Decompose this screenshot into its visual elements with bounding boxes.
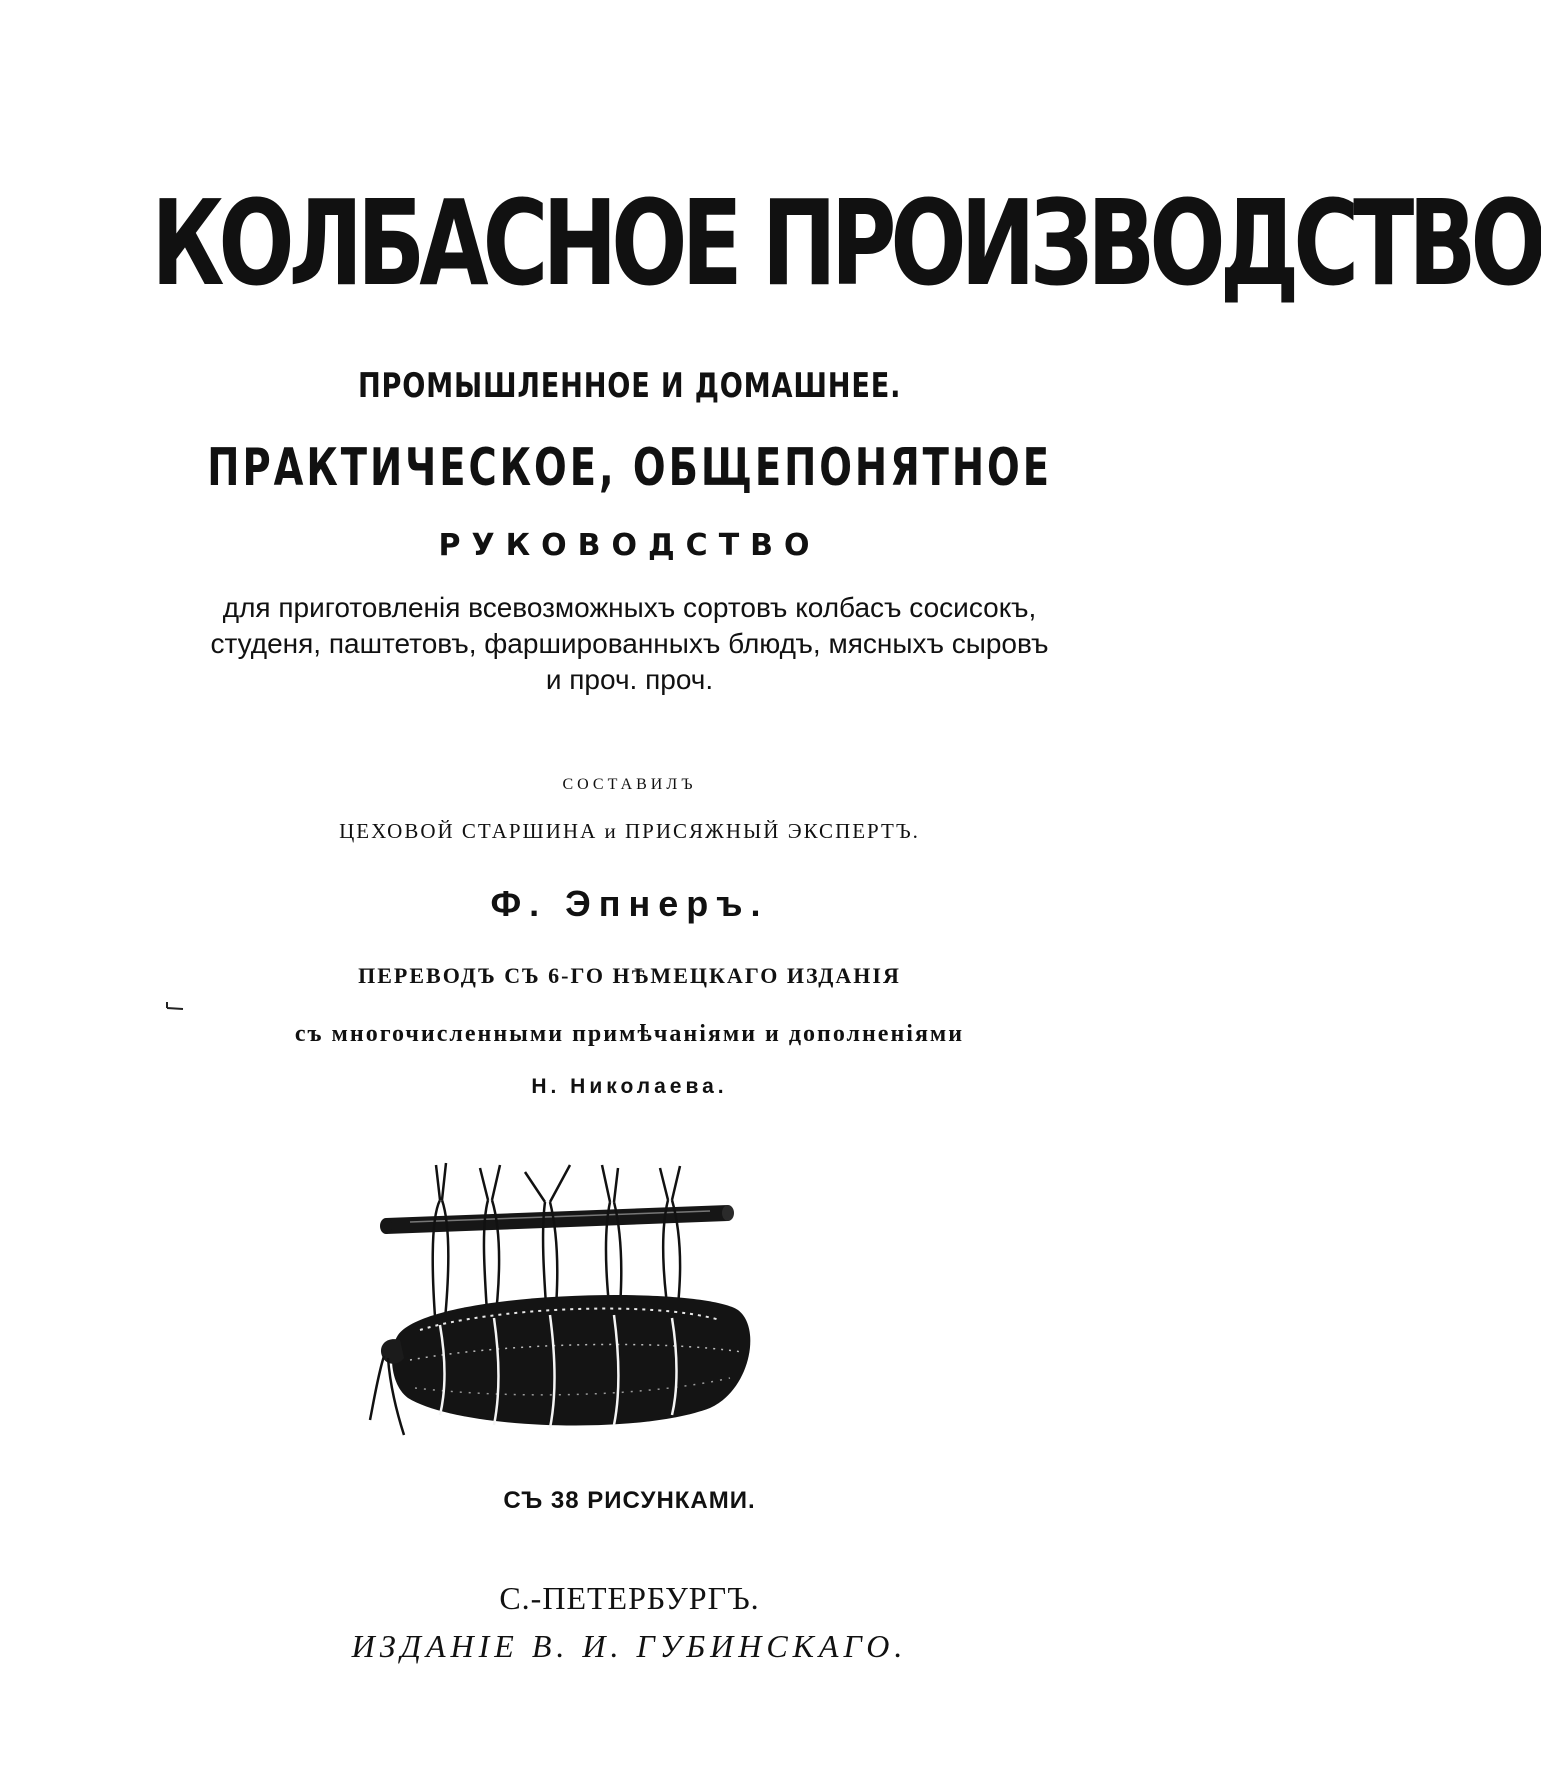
description-line: и проч. проч.: [545, 664, 714, 695]
description-block: [0, 590, 1259, 698]
compiler-credentials: ЦЕХОВОЙ СТАРШИНА и ПРИСЯЖНЫЙ ЭКСПЕРТЪ.: [339, 819, 920, 843]
author-name: Ф. Эпнеръ.: [490, 883, 769, 924]
description-line: для приготовленія всевозможныхъ сортовъ колбасъ сосисокъ,: [222, 592, 1037, 623]
publication-city: С.-ПЕТЕРБУРГЪ.: [499, 1580, 760, 1616]
compiled-by-label: СОСТАВИЛЪ: [562, 776, 697, 793]
translation-note: ПЕРЕВОДЪ СЪ 6-ГО НѢМЕЦКАГО ИЗДАНІЯ: [358, 963, 901, 988]
stray-ink-mark: [165, 1000, 185, 1012]
translation-notes: съ многочисленными примѣчаніями и дополненіями: [294, 1021, 965, 1047]
figures-note: СЪ 38 РИСУНКАМИ.: [503, 1487, 756, 1514]
subtitle-manual: РУКОВОДСТВО: [438, 528, 821, 563]
sausage-body: [392, 1295, 750, 1428]
publisher-imprint: ИЗДАНІЕ В. И. ГУБИНСКАГО.: [351, 1628, 908, 1664]
subtitle-industrial-domestic: ПРОМЫШЛЕННОЕ И ДОМАШНЕЕ.: [357, 366, 902, 406]
translator-name: Н. Николаева.: [531, 1075, 728, 1098]
sausage-illustration: [370, 1160, 850, 1465]
subtitle-practical: ПРАКТИЧЕСКОЕ, ОБЩЕПОНЯТНОЕ: [207, 438, 1052, 498]
description-line: студеня, паштетовъ, фаршированныхъ блюдъ, мясныхъ сыровъ: [210, 628, 1049, 659]
book-title: КОЛБАСНОЕ ПРОИЗВОДСТВО: [151, 174, 1541, 312]
